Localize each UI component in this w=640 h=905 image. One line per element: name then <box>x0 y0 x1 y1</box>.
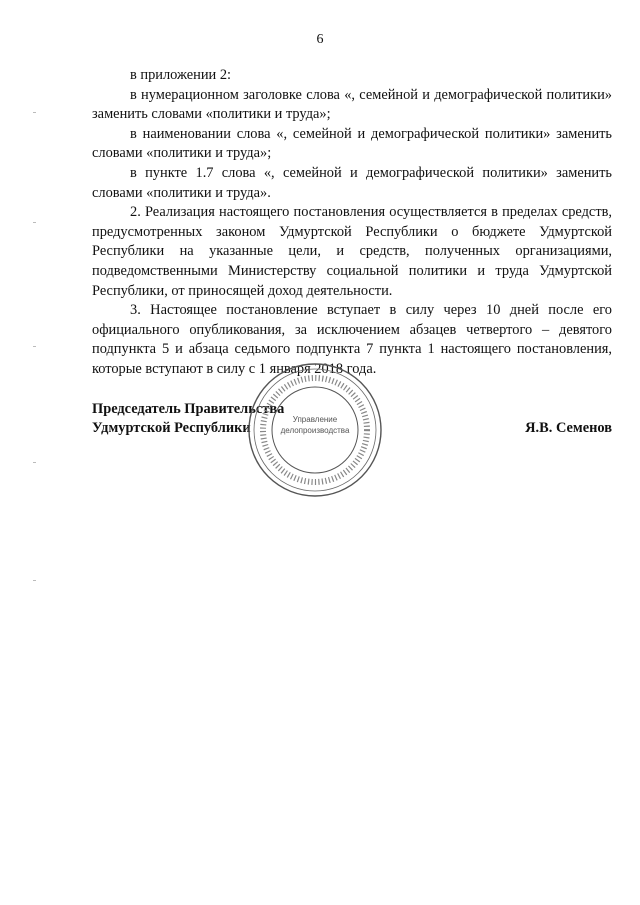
stamp-text-line2: делопроизводства <box>280 426 350 435</box>
paragraph: в пункте 1.7 слова «, семейной и демографической политики» заменить словами «политики и труда». <box>92 164 612 201</box>
paragraph: в наименовании слова «, семейной и демографической политики» заменить словами «политики и труда»; <box>92 125 612 162</box>
document-body <box>92 66 612 380</box>
margin-mark <box>33 346 36 347</box>
paragraph: 2. Реализация настоящего постановления осуществляется в пределах средств, предусмотренных законом Удмуртской Республики о бюджете Удмуртской Республики на указанные цели, и средств, полученных организациями, подведомственными Министерству социальной политики и труда Удмуртской Республики, от приносящей доход деятельности. <box>92 204 612 299</box>
signatory-name: Я.В. Семенов <box>525 420 612 436</box>
page-number: 6 <box>316 32 324 47</box>
margin-mark <box>33 112 36 113</box>
paragraph: 3. Настоящее постановление вступает в силу через 10 дней после его официального опубликования, за исключением абзацев четвертого – девятого подпункта 5 и абзаца седьмого подпункта 7 пункта 1 настоящего постановления, которые вступают в силу с 1 января 2018 года. <box>92 302 612 377</box>
signatory-title-line1: Председатель Правительства <box>92 401 285 417</box>
official-stamp <box>245 360 385 500</box>
paragraph: в нумерационном заголовке слова «, семейной и демографической политики» заменить словами «политики и труда»; <box>92 86 612 123</box>
margin-mark <box>33 222 36 223</box>
margin-mark <box>33 580 36 581</box>
signatory-title-line2: Удмуртской Республики <box>92 420 251 436</box>
margin-mark <box>33 462 36 463</box>
stamp-text-line1: Управление <box>292 415 338 424</box>
paragraph: в приложении 2: <box>130 67 232 83</box>
